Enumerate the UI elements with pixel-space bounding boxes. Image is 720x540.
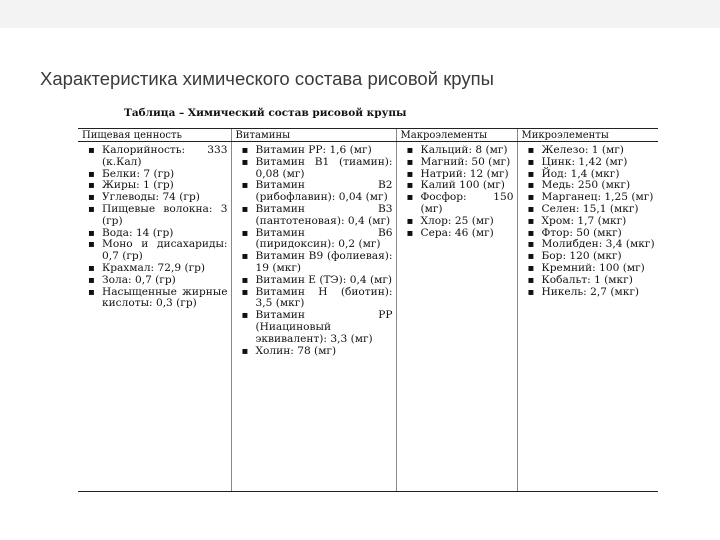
table-body-row [78, 142, 658, 492]
column-header-macro: Макроэлементы [396, 129, 517, 142]
list-item: ▪ Зола: 0,7 (гр) [80, 275, 228, 287]
list-item: ▪ Витамин РР (Ниациновый эквивалент): 3,3 (мг) [234, 310, 393, 345]
list-item: ▪ Крахмал: 72,9 (гр) [80, 263, 228, 275]
list-item: ▪ Насыщенные жирные кислоты: 0,3 (гр) [80, 287, 228, 311]
list-item: ▪ Холин: 78 (мг) [234, 346, 393, 358]
nutrition-list [80, 145, 228, 310]
vitamins-cell [231, 142, 396, 492]
macro-list [399, 145, 514, 239]
list-item: ▪ Витамин В6 (пиридоксин): 0,2 (мг) [234, 228, 393, 252]
slide-title: Характеристика химического состава рисовой крупы [40, 68, 494, 89]
list-item: ▪ Жиры: 1 (гр) [80, 180, 228, 192]
column-header-vitamins: Витамины [231, 129, 396, 142]
list-item: ▪ Фтор: 50 (мкг) [520, 228, 656, 240]
slide-top-band [0, 0, 720, 28]
list-item: ▪ Магний: 50 (мг) [399, 157, 514, 169]
list-item: ▪ Натрий: 12 (мг) [399, 169, 514, 181]
list-item: ▪ Витамин В1 (тиамин): 0,08 (мг) [234, 157, 393, 181]
micro-list [520, 145, 656, 298]
list-item: ▪ Витамин Н (биотин): 3,5 (мкг) [234, 287, 393, 311]
column-header-micro: Микроэлементы [517, 129, 658, 142]
list-item: ▪ Витамин В3 (пантотеновая): 0,4 (мг) [234, 204, 393, 228]
list-item: ▪ Кремний: 100 (мг) [520, 263, 656, 275]
list-item: ▪ Фосфор: 150 (мг) [399, 192, 514, 216]
list-item: ▪ Марганец: 1,25 (мг) [520, 192, 656, 204]
nutrition-cell [78, 142, 231, 492]
chemical-composition-table [78, 128, 658, 492]
macro-cell [396, 142, 517, 492]
list-item: ▪ Молибден: 3,4 (мкг) [520, 239, 656, 251]
list-item: ▪ Калий 100 (мг) [399, 180, 514, 192]
list-item: ▪ Хром: 1,7 (мкг) [520, 216, 656, 228]
list-item: ▪ Белки: 7 (гр) [80, 169, 228, 181]
list-item: ▪ Кобальт: 1 (мкг) [520, 275, 656, 287]
list-item: ▪ Витамин В2 (рибофлавин): 0,04 (мг) [234, 180, 393, 204]
list-item: ▪ Никель: 2,7 (мкг) [520, 287, 656, 299]
list-item: ▪ Калорийность: 333 (к.Кал) [80, 145, 228, 169]
list-item: ▪ Вода: 14 (гр) [80, 228, 228, 240]
list-item: ▪ Витамин Е (ТЭ): 0,4 (мг) [234, 275, 393, 287]
list-item: ▪ Цинк: 1,42 (мг) [520, 157, 656, 169]
table-caption: Таблица – Химический состав рисовой крупы [124, 107, 407, 119]
list-item: ▪ Углеводы: 74 (гр) [80, 192, 228, 204]
list-item: ▪ Йод: 1,4 (мкг) [520, 169, 656, 181]
list-item: ▪ Пищевые волокна: 3 (гр) [80, 204, 228, 228]
micro-cell [517, 142, 658, 492]
list-item: ▪ Витамин РР: 1,6 (мг) [234, 145, 393, 157]
vitamins-list [234, 145, 393, 357]
list-item: ▪ Хлор: 25 (мг) [399, 216, 514, 228]
list-item: ▪ Витамин В9 (фолиевая): 19 (мкг) [234, 251, 393, 275]
list-item: ▪ Железо: 1 (мг) [520, 145, 656, 157]
list-item: ▪ Сера: 46 (мг) [399, 228, 514, 240]
list-item: ▪ Кальций: 8 (мг) [399, 145, 514, 157]
list-item: ▪ Селен: 15,1 (мкг) [520, 204, 656, 216]
list-item: ▪ Медь: 250 (мкг) [520, 180, 656, 192]
list-item: ▪ Моно и дисахариды: 0,7 (гр) [80, 239, 228, 263]
table-header-row [78, 129, 658, 142]
column-header-nutrition: Пищевая ценность [78, 129, 231, 142]
list-item: ▪ Бор: 120 (мкг) [520, 251, 656, 263]
